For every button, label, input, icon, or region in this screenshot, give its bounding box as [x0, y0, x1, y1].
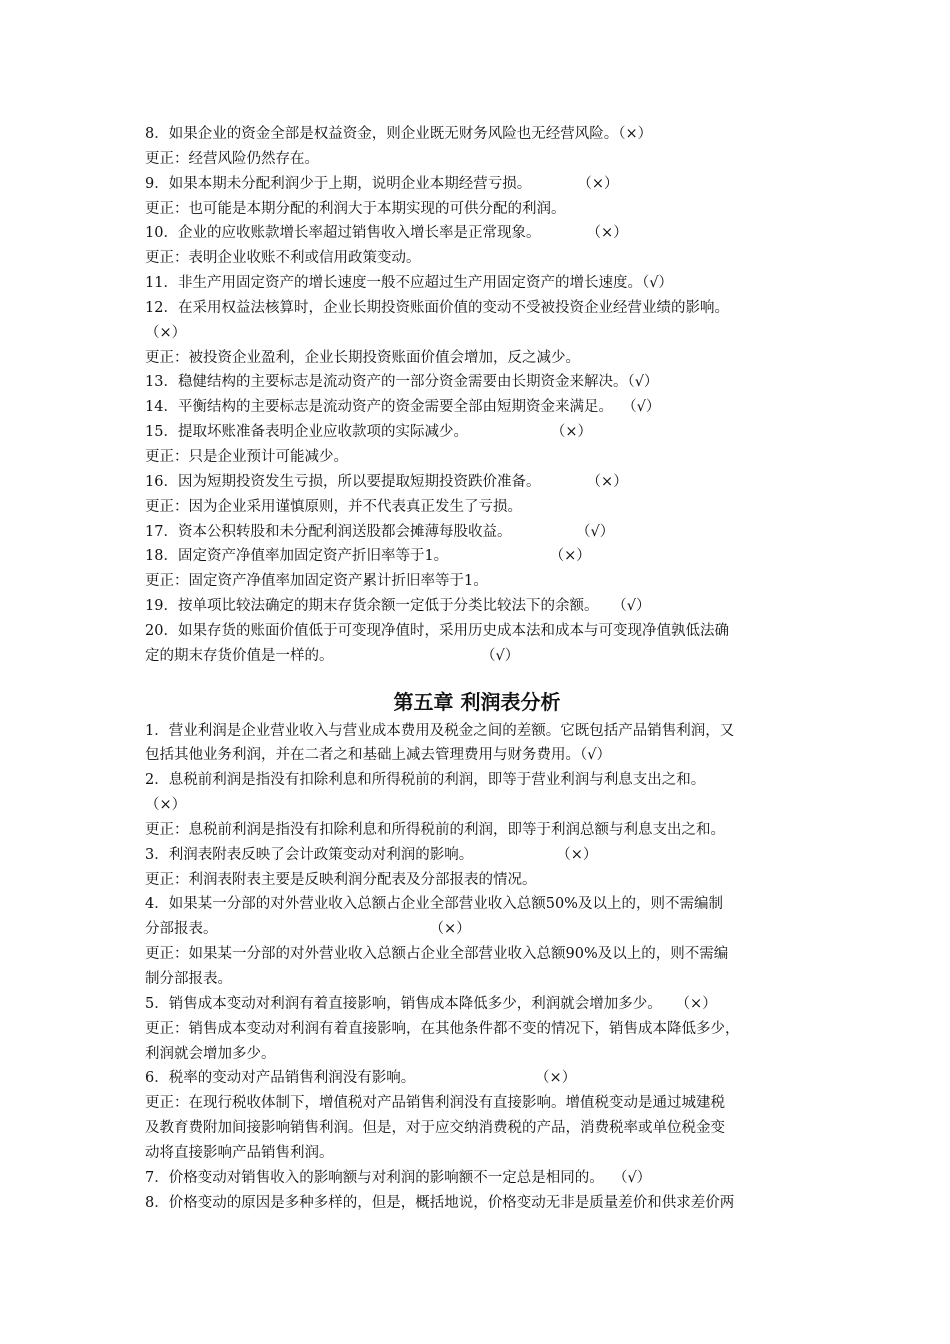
- text-line: 18．固定资产净值率加固定资产折旧率等于1。 （×）: [145, 548, 591, 565]
- text-line: 更正：经营风险仍然存在。: [145, 150, 319, 167]
- text-line: 更正：被投资企业盈利，企业长期投资账面价值会增加，反之减少。: [145, 349, 580, 366]
- text-line: 更正：销售成本变动对利润有着直接影响，在其他条件都不变的情况下，销售成本降低多少，: [145, 1020, 740, 1037]
- text-line: 1．营业利润是企业营业收入与营业成本费用及税金之间的差额。它既包括产品销售利润，又: [145, 722, 735, 739]
- text-line: 2．息税前利润是指没有扣除利息和所得税前的利润，即等于营业利润与利息支出之和。: [145, 772, 706, 789]
- text-line: 更正：如果某一分部的对外营业收入总额占企业全部营业收入总额90%及以上的，则不需编: [145, 946, 729, 963]
- text-line: 包括其他业务利润，并在二者之和基础上减去管理费用与财务费用。（√）: [145, 747, 611, 764]
- section-true-false-ch5: [145, 719, 809, 1216]
- text-line: 9．如果本期未分配利润少于上期，说明企业本期经营亏损。 （×）: [145, 175, 619, 192]
- text-line: （×）: [145, 324, 187, 341]
- text-line: 利润就会增加多少。: [145, 1045, 276, 1062]
- text-line: 7．价格变动对销售收入的影响额与对利润的影响额不一定总是相同的。 （√）: [145, 1169, 652, 1186]
- text-line: 更正：也可能是本期分配的利润大于本期实现的可供分配的利润。: [145, 200, 566, 217]
- text-line: 14．平衡结构的主要标志是流动资产的资金需要全部由短期资金来满足。 （√）: [145, 399, 661, 416]
- text-line: 17．资本公积转股和未分配利润送股都会摊薄每股收益。 （√）: [145, 523, 615, 540]
- chapter-title: 第五章 利润表分析: [393, 689, 561, 714]
- document-body: [145, 122, 809, 1215]
- text-line: 15．提取坏账准备表明企业应收款项的实际减少。 （×）: [145, 424, 593, 441]
- text-line: 更正：因为企业采用谨慎原则，并不代表真正发生了亏损。: [145, 498, 522, 515]
- text-line: 10．企业的应收账款增长率超过销售收入增长率是正常现象。 （×）: [145, 225, 628, 242]
- text-line: 8．价格变动的原因是多种多样的，但是，概括地说，价格变动无非是质量差价和供求差价两: [145, 1194, 735, 1211]
- text-line: 4．如果某一分部的对外营业收入总额占企业全部营业收入总额50%及以上的，则不需编制: [145, 896, 723, 913]
- text-line: 更正：利润表附表主要是反映利润分配表及分部报表的情况。: [145, 871, 537, 888]
- text-line: 更正：表明企业收账不利或信用政策变动。: [145, 250, 421, 267]
- text-line: 定的期末存货价值是一样的。 （√）: [145, 647, 520, 664]
- text-line: 19．按单项比较法确定的期末存货余额一定低于分类比较法下的余额。 （√）: [145, 598, 651, 615]
- text-line: 更正：在现行税收体制下，增值税对产品销售利润没有直接影响。增值税变动是通过城建税: [145, 1095, 725, 1112]
- text-line: （×）: [145, 797, 187, 814]
- text-line: 3．利润表附表反映了会计政策变动对利润的影响。 （×）: [145, 846, 598, 863]
- text-line: 6．税率的变动对产品销售利润没有影响。 （×）: [145, 1070, 577, 1087]
- text-line: 13．稳健结构的主要标志是流动资产的一部分资金需要由长期资金来解决。（√）: [145, 374, 659, 391]
- section-true-false-ch4: [145, 122, 809, 669]
- text-line: 分部报表。 （×）: [145, 921, 471, 938]
- text-line: 8．如果企业的资金全部是权益资金，则企业既无财务风险也无经营风险。（×）: [145, 126, 653, 142]
- text-line: 及教育费附加间接影响销售利润。但是，对于应交纳消费税的产品，消费税率或单位税金变: [145, 1120, 725, 1137]
- text-line: 16．因为短期投资发生亏损，所以要提取短期投资跌价准备。 （×）: [145, 473, 628, 490]
- text-line: 制分部报表。: [145, 971, 232, 987]
- text-line: 20．如果存货的账面价值低于可变现净值时，采用历史成本法和成本与可变现净值孰低法确: [145, 622, 729, 639]
- text-line: 5．销售成本变动对利润有着直接影响，销售成本降低多少，利润就会增加多少。 （×）: [145, 995, 717, 1012]
- text-line: 11．非生产用固定资产的增长速度一般不应超过生产用固定资产的增长速度。（√）: [145, 275, 673, 292]
- text-line: 更正：息税前利润是指没有扣除利息和所得税前的利润，即等于利润总额与利息支出之和。: [145, 821, 725, 838]
- text-line: 更正：只是企业预计可能减少。: [145, 448, 348, 465]
- text-line: 更正：固定资产净值率加固定资产累计折旧率等于1。: [145, 573, 488, 590]
- text-line: 12．在采用权益法核算时，企业长期投资账面价值的变动不受被投资企业经营业绩的影响。: [145, 299, 729, 316]
- text-line: 动将直接影响产品销售利润。: [145, 1144, 334, 1161]
